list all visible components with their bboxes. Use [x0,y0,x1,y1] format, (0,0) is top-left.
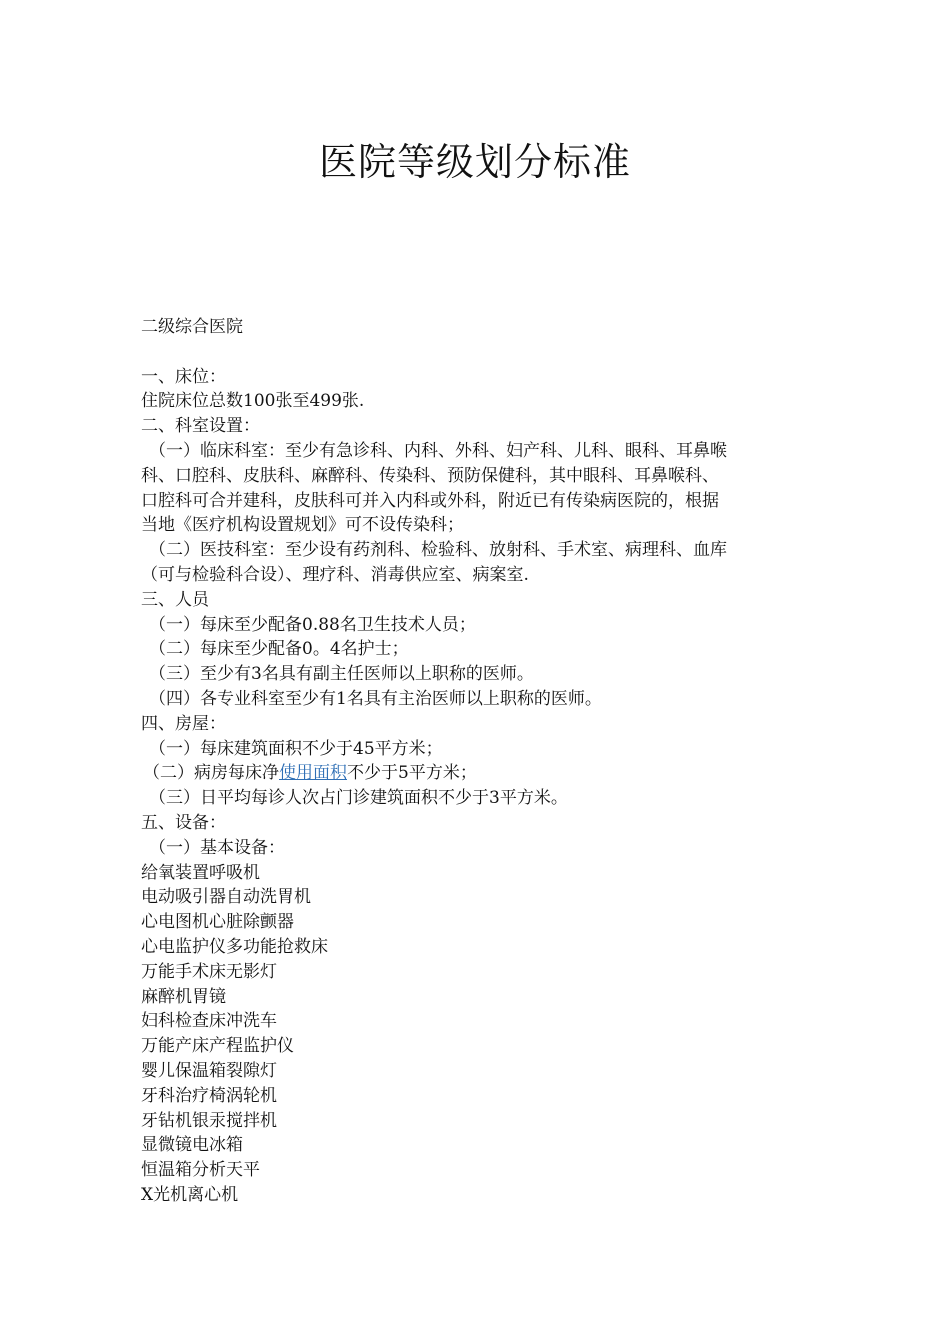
staff-item: （二）每床至少配备0。4名护士； [149,639,409,660]
equipment-item: 给氧装置呼吸机 [141,862,260,883]
equipment-heading: 五、设备： [141,812,226,833]
equipment-item: 心电监护仪多功能抢救床 [141,936,328,957]
housing-item-prefix: （二）病房每床净 [143,763,279,784]
tech-departments-line: （二）医技科室：至少设有药剂科、检验科、放射科、手术室、病理科、血库 [149,540,727,561]
clinical-departments-line: 科、口腔科、皮肤科、麻醉科、传染科、预防保健科，其中眼科、耳鼻喉科、 [141,465,719,486]
clinical-departments-line: （一）临床科室：至少有急诊科、内科、外科、妇产科、儿科、眼科、耳鼻喉 [149,440,727,461]
equipment-item: 麻醉机胃镜 [141,986,226,1007]
housing-item: （三）日平均每诊人次占门诊建筑面积不少于3平方米。 [149,788,568,809]
housing-heading: 四、房屋： [141,713,226,734]
departments-heading: 二、科室设置： [141,416,260,437]
staff-item: （三）至少有3名具有副主任医师以上职称的医师。 [149,664,534,685]
staff-heading: 三、人员 [141,589,209,610]
tech-departments-line: （可与检验科合设）、理疗科、消毒供应室、病案室. [141,564,529,585]
equipment-item: 心电图机心脏除颤器 [141,912,294,933]
clinical-departments-line: 当地《医疗机构设置规划》可不设传染科； [141,515,464,536]
equipment-item: 牙钻机银汞搅拌机 [141,1110,277,1131]
staff-item: （四）各专业科室至少有1名具有主治医师以上职称的医师。 [149,688,602,709]
equipment-item: 万能手术床无影灯 [141,961,277,982]
equipment-item: 恒温箱分析天平 [141,1160,260,1181]
housing-item-suffix: 不少于5平方米； [347,763,477,784]
housing-item: （一）每床建筑面积不少于45平方米； [149,738,443,759]
staff-item: （一）每床至少配备0.88名卫生技术人员； [149,614,476,635]
document-title: 医院等级划分标准 [318,140,631,184]
beds-heading: 一、床位： [141,366,226,387]
equipment-item: 妇科检查床冲洗车 [141,1011,277,1032]
equipment-item: 万能产床产程监护仪 [141,1036,294,1057]
usable-area-link[interactable]: 使用面积 [279,763,347,784]
section-heading: 二级综合医院 [141,317,243,337]
housing-item [141,761,811,786]
clinical-departments-line: 口腔科可合并建科，皮肤科可并入内科或外科，附近已有传染病医院的，根据 [141,490,719,511]
equipment-item: 婴儿保温箱裂隙灯 [141,1060,277,1081]
blank-line [141,340,811,365]
equipment-item: 电动吸引器自动洗胃机 [141,887,311,908]
equipment-item: X光机离心机 [141,1184,239,1205]
equipment-item: 牙科治疗椅涡轮机 [141,1085,277,1106]
document-body [141,315,811,1208]
equipment-item: 显微镜电冰箱 [141,1135,243,1156]
equipment-subheading: （一）基本设备： [149,837,285,858]
beds-text: 住院床位总数100张至499张. [141,391,365,412]
